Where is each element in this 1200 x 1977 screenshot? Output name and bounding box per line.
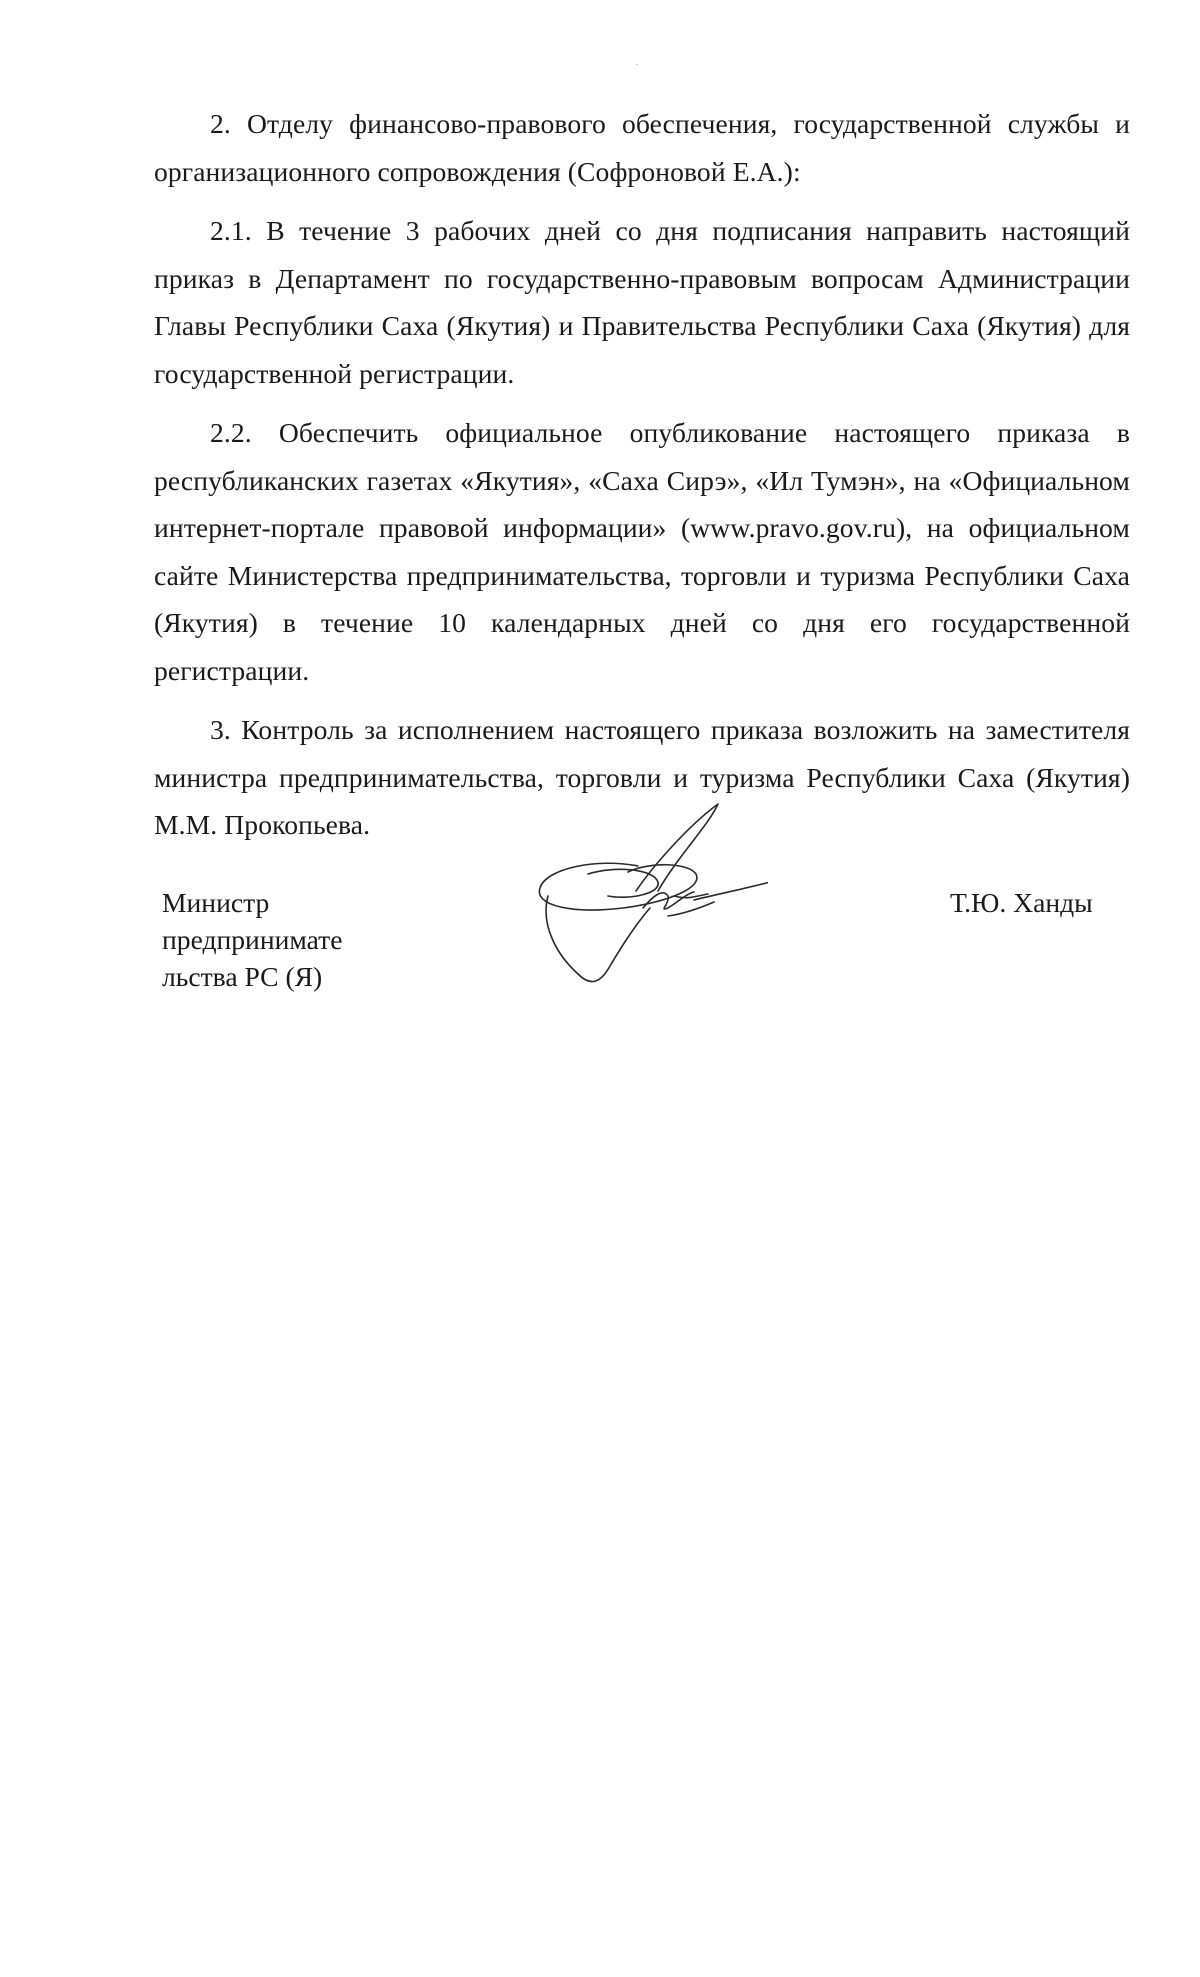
signatory-title — [162, 884, 362, 995]
signatory-title-line: предпринимате — [162, 924, 343, 955]
signatory-title-line: льства РС (Я) — [162, 961, 323, 992]
handwritten-signature — [518, 796, 768, 996]
paragraph-item-2-1: 2.1. В течение 3 рабочих дней со дня подписания направить настоящий приказ в Департамент по государственно-правовым вопросам Администрации Главы Республики Саха (Якутия) и Правительства Республики Саха (Якутия) для государственной регистрации. — [154, 215, 1130, 389]
paragraph-item-3: 3. Контроль за исполнением настоящего приказа возложить на заместителя министра предпринимательства, торговли и туризма Республики Саха (Якутия) М.М. Прокопьева. — [154, 714, 1130, 840]
paragraph-item-2: 2. Отделу финансово-правового обеспечения, государственной службы и организационного сопровождения (Софроновой Е.А.): — [154, 108, 1130, 187]
signatory-name: Т.Ю. Ханды — [950, 887, 1093, 918]
document-body — [154, 100, 1130, 861]
scan-speck — [636, 64, 638, 65]
signatory-title-line: Министр — [162, 887, 270, 918]
paragraph-item-2-2: 2.2. Обеспечить официальное опубликование настоящего приказа в республиканских газетах «Якутия», «Саха Сирэ», «Ил Тумэн», на «Официальном интернет-портале правовой информации» (www.pravo.gov.ru), на официальном сайте Министерства предпринимательства, торговли и туризма Республики Саха (Якутия) в течение 10 календарных дней со дня его государственной регистрации. — [154, 417, 1130, 686]
